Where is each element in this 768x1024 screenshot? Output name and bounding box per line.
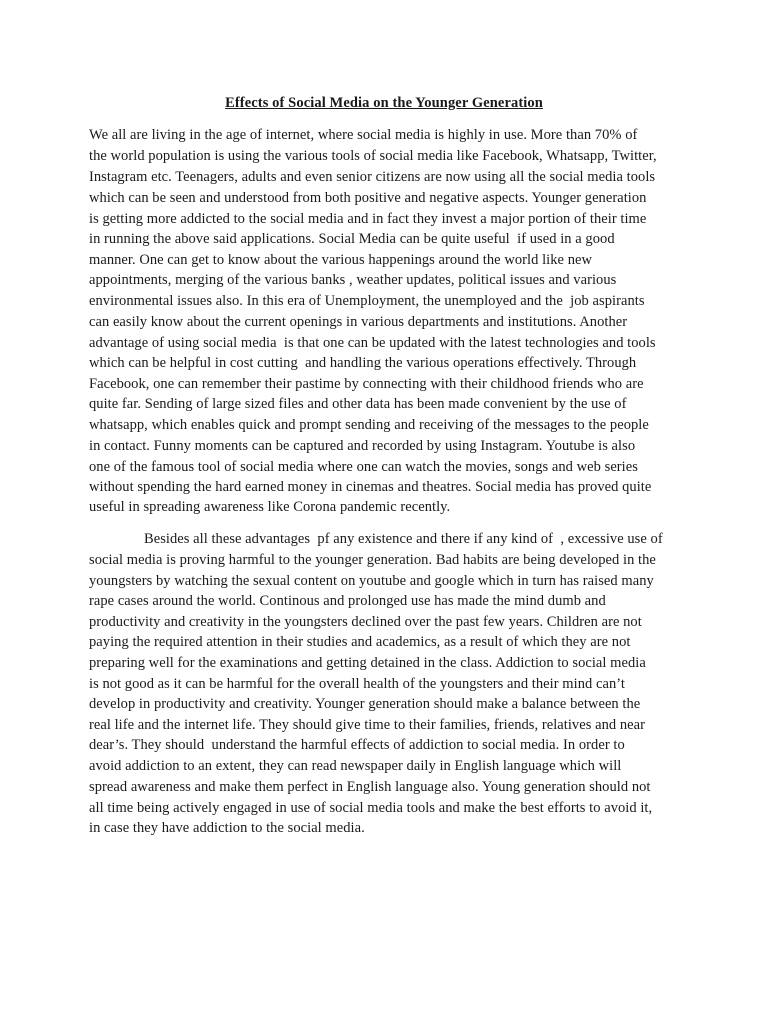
paragraph-2-line: is not good as it can be harmful for the overall health of the youngsters and their mind can’t [89,676,625,692]
paragraph-1-line: manner. One can get to know about the various happenings around the world like new [89,252,593,268]
paragraph-2-line: dear’s. They should understand the harmful effects of addiction to social media. In order to [89,737,625,753]
paragraph-1-line: in contact. Funny moments can be captured and recorded by using Instagram. Youtube is also [89,438,636,454]
paragraph-2-line: spread awareness and make them perfect in English language also. Young generation should not [89,779,651,795]
paragraph-1-line: the world population is using the various tools of social media like Facebook, Whatsapp, Twitter, [89,148,657,164]
paragraph-1-line: whatsapp, which enables quick and prompt sending and receiving of the messages to the people [89,417,649,433]
paragraph-1-line: in running the above said applications. Social Media can be quite useful if used in a good [89,231,615,247]
paragraph-1-line: Instagram etc. Teenagers, adults and even senior citizens are now using all the social media tools [89,169,656,185]
paragraph-2-line: Besides all these advantages pf any existence and there if any kind of , excessive use of [144,531,663,547]
paragraph-1-line: appointments, merging of the various banks , weather updates, political issues and various [89,272,617,288]
paragraph-1-line: advantage of using social media is that one can be updated with the latest technologies and tools [89,335,656,351]
document-title: Effects of Social Media on the Younger Generation [225,95,543,111]
paragraph-2-line: real life and the internet life. They should give time to their families, friends, relatives and near [89,717,645,733]
paragraph-1-line: can easily know about the current openings in various departments and institutions. Another [89,314,628,330]
paragraph-1-line: without spending the hard earned money in cinemas and theatres. Social media has proved quite [89,479,652,495]
paragraph-2-line: paying the required attention in their studies and academics, as a result of which they are not [89,634,631,650]
paragraph-1-line: We all are living in the age of internet, where social media is highly in use. More than 70% of [89,127,638,143]
paragraph-2-line: avoid addiction to an extent, they can read newspaper daily in English language which will [89,758,622,774]
paragraph-2-line: youngsters by watching the sexual content on youtube and google which in turn has raised many [89,573,654,589]
paragraph-1-line: is getting more addicted to the social media and in fact they invest a major portion of their time [89,211,647,227]
paragraph-1-line: Facebook, one can remember their pastime by connecting with their childhood friends who are [89,376,644,392]
paragraph-2-line: productivity and creativity in the youngsters declined over the past few years. Children are not [89,614,642,630]
paragraph-2-line: preparing well for the examinations and getting detained in the class. Addiction to social media [89,655,646,671]
paragraph-1-line: which can be seen and understood from both positive and negative aspects. Younger generation [89,190,647,206]
paragraph-1-line: useful in spreading awareness like Corona pandemic recently. [89,499,451,515]
paragraph-1-line: one of the famous tool of social media where one can watch the movies, songs and web series [89,459,638,475]
paragraph-2-line: all time being actively engaged in use of social media tools and make the best efforts to avoid it, [89,800,653,816]
paragraph-1-line: quite far. Sending of large sized files and other data has been made convenient by the use of [89,396,627,412]
paragraph-2-line: in case they have addiction to the social media. [89,820,365,836]
paragraph-1-line: environmental issues also. In this era of Unemployment, the unemployed and the job aspirants [89,293,645,309]
paragraph-2-line: social media is proving harmful to the younger generation. Bad habits are being developed in the [89,552,656,568]
paragraph-2-line: rape cases around the world. Continous and prolonged use has made the mind dumb and [89,593,606,609]
paragraph-1-line: which can be helpful in cost cutting and handling the various operations effectively. Through [89,355,637,371]
paragraph-2-line: develop in productivity and creativity. Younger generation should make a balance between the [89,696,641,712]
